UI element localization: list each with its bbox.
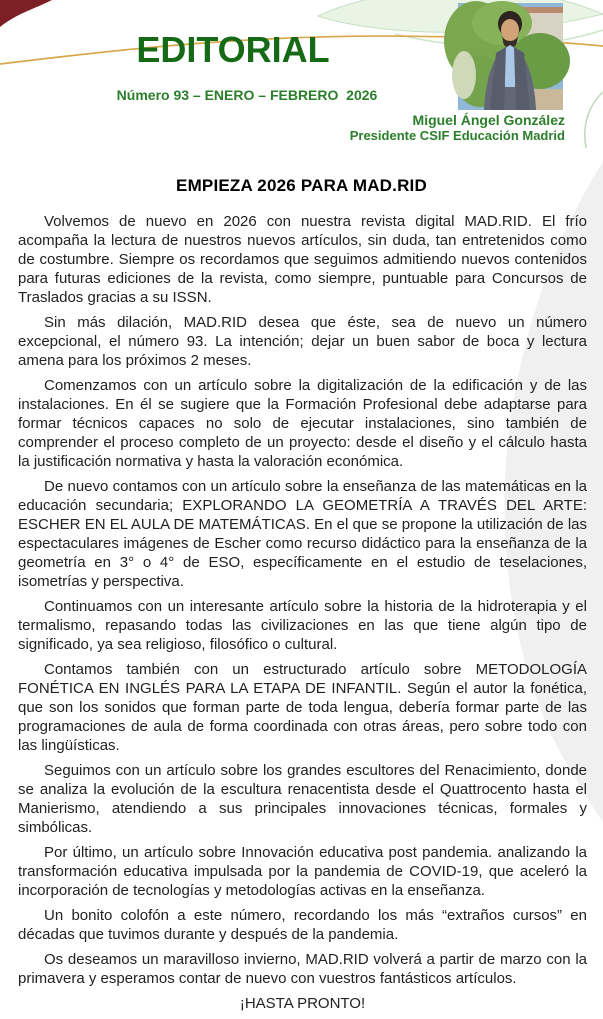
issue-line: Número 93 – ENERO – FEBRERO 2026: [116, 87, 378, 103]
body-paragraph: Sin más dilación, MAD.RID desea que éste, sea de nuevo un número excepcional, el número 93. La intención; dejar un buen sabor de boca y lectura amena para los próximos 2 meses.: [18, 314, 587, 369]
body-paragraph: De nuevo contamos con un artículo sobre la enseñanza de las matemáticas en la educación secundaria; EXPLORANDO LA GEOMETRÍA A TRAVÉS DEL ARTE: ESCHER EN EL AULA DE MATEMÁTICAS. En el que se propone la utilización de las espectaculares imágenes de Escher como recurso didáctico para la enseñanza de la geometría en 3° o 4° de ESO, específicamente en el estudio de teselaciones, isometrías y perspectiva.: [18, 478, 587, 590]
body-paragraph: Un bonito colofón a este número, recordando los más “extraños cursos” en décadas que tuvimos durante y después de la pandemia.: [18, 907, 587, 943]
author-photo-illustration: [458, 3, 563, 110]
corner-ribbon: [0, 0, 52, 27]
body-paragraph: Comenzamos con un artículo sobre la digitalización de la edificación y de las instalaciones. En él se sugiere que la Formación Profesional debe adaptarse para formar técnicos capaces no solo de ejecutar instalaciones, sino también de comprender el proceso completo de un proyecto: desde el diseño y el cálculo hasta la justificación normativa y hasta la valoración económica.: [18, 377, 587, 470]
author-photo: [458, 3, 563, 110]
body-paragraph: Contamos también con un estructurado artículo sobre METODOLOGÍA FONÉTICA EN INGLÉS PARA LA ETAPA DE INFANTIL. Según el autor la fonética, que son los sonidos que forman parte de toda lengua, debería formar parte de las programaciones de aula de forma coordinada con otras áreas, pero sobre todo con las lingüísticas.: [18, 661, 587, 754]
body-paragraph: Volvemos de nuevo en 2026 con nuestra revista digital MAD.RID. El frío acompaña la lectura de nuestros nuevos artículos, sin duda, tan entretenidos como de costumbre. Siempre os recordamos que seguimos admitiendo nuevos contenidos para futuras ediciones de la revista, como siempre, puntuable para Concursos de Traslados gracias a su ISSN.: [18, 213, 587, 306]
author-role: Presidente CSIF Educación Madrid: [349, 128, 565, 143]
editorial-body: [18, 212, 587, 1019]
author-block: [350, 112, 565, 144]
body-paragraph: Seguimos con un artículo sobre los grandes escultores del Renacimiento, donde se analiza la evolución de la escultura renacentista desde el Quattrocento hasta el Manierismo, atendiendo a sus principales innovaciones técnicas, formales y simbólicas.: [18, 762, 587, 836]
leaf-outline-decoration: [585, 92, 603, 148]
article-title: EMPIEZA 2026 PARA MAD.RID: [176, 176, 427, 195]
closing-line: ¡HASTA PRONTO!: [239, 995, 366, 1012]
body-paragraph: Continuamos con un interesante artículo sobre la historia de la hidroterapia y el termalismo, repasando todas las civilizaciones en las que tiene algún tipo de significado, ya sea religioso, filosófico o cultural.: [18, 598, 587, 653]
author-name: Miguel Ángel González: [412, 112, 565, 128]
body-paragraph: Os deseamos un maravilloso invierno, MAD.RID volverá a partir de marzo con la primavera y esperamos contar de nuevo con vuestros fantásticos artículos.: [18, 951, 587, 987]
page-title: EDITORIAL: [136, 29, 330, 70]
body-paragraph: Por último, un artículo sobre Innovación educativa post pandemia. analizando la transformación educativa impulsada por la pandemia de COVID-19, que aceleró la incorporación de tecnologías y metodologías activas en la enseñanza.: [18, 844, 587, 899]
